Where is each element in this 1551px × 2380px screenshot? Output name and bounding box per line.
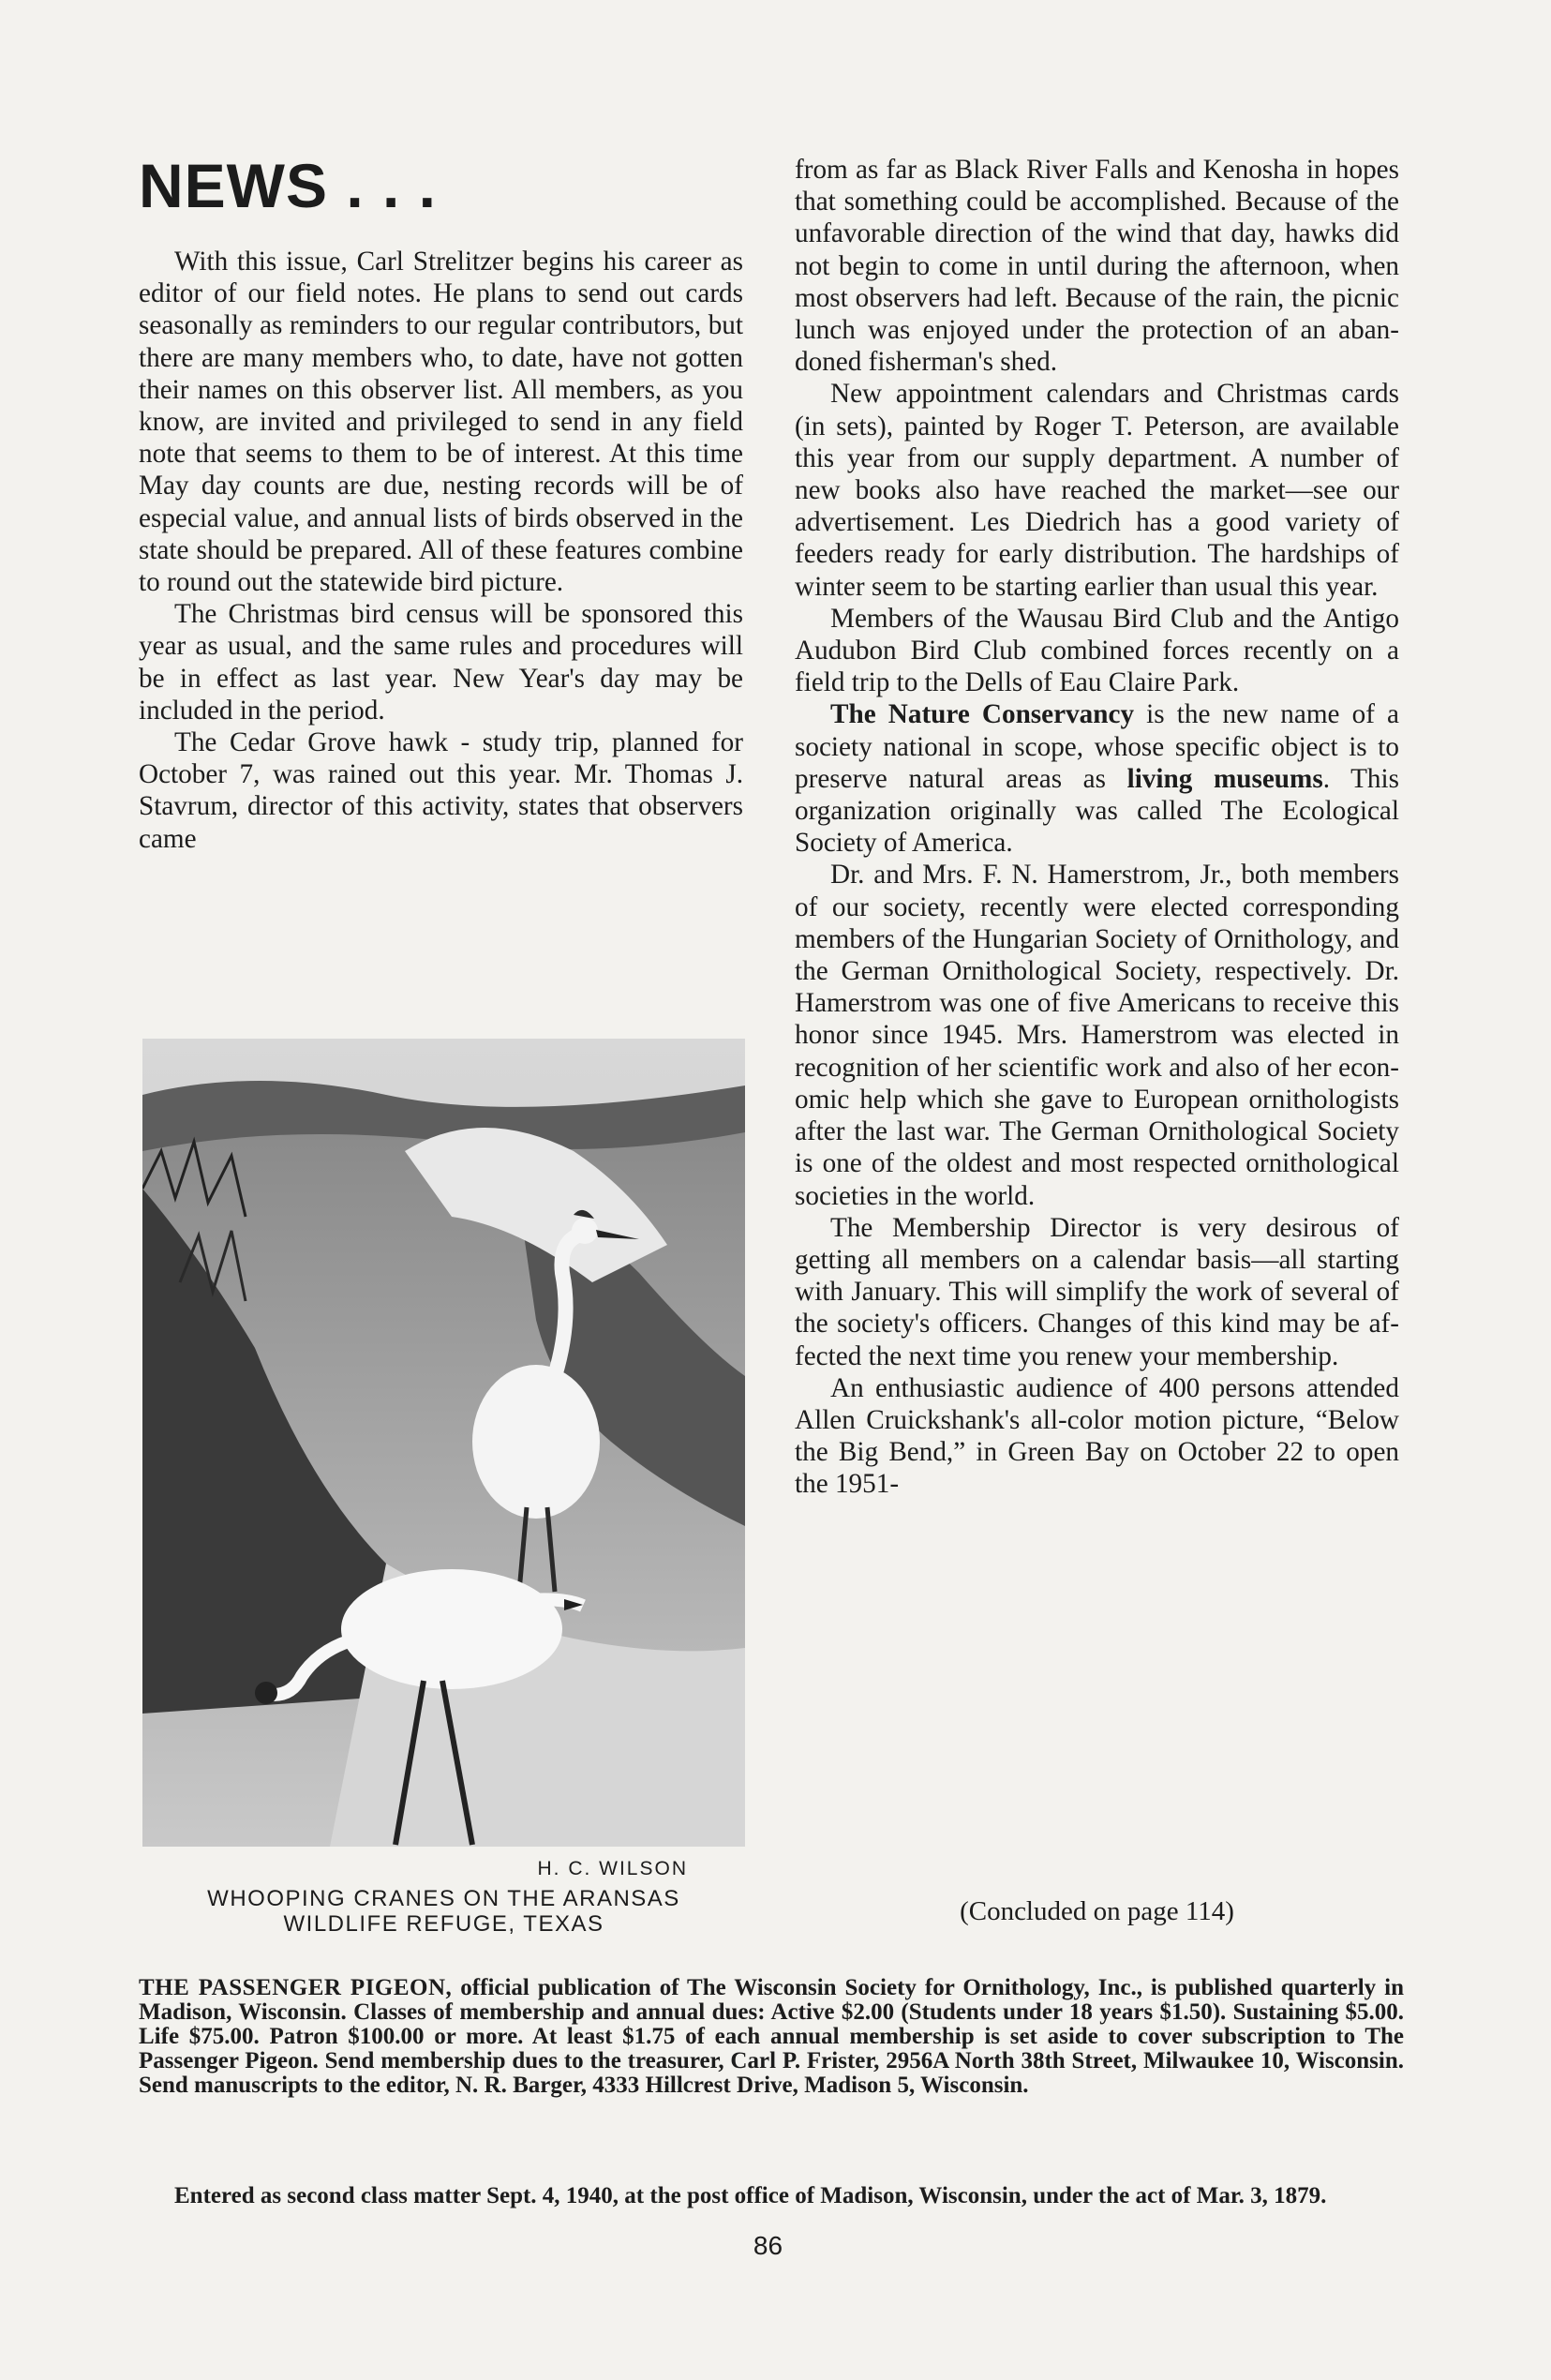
article-paragraph: The Cedar Grove hawk - study trip, planned for October 7, was rained out this year. Mr. Thomas J. Stavrum, director of this activity, states that observers came [139, 727, 743, 854]
article-paragraph: An enthusiastic audience of 400 persons attended Allen Cruickshank's all-color motion picture, “Below the Big Bend,” in Green Bay on October 22 to open the 1951- [795, 1372, 1399, 1500]
article-paragraph: The Christmas bird census will be sponsored this year as usual, and the same rules and procedures will be in effect as last year. New Year's day may be included in the period. [139, 599, 743, 726]
postal-text: Entered as second class matter Sept. 4, 1940, at the post office of Madison, Wisconsin, under the act of Mar. 3, 1879. [174, 2183, 1327, 2208]
page-heading: NEWS . . . [139, 151, 438, 220]
paragraph-text: . This organization originally was called The Ecological Society of America. [795, 763, 1399, 859]
page-number: 86 [753, 2231, 783, 2260]
article-paragraph: from as far as Black River Falls and Kenosha in hopes that something could be accomplished. Because of the unfavorable direction of the wind that day, hawks did not begin to come in until during the afternoon, when most observers had left. Because of the rain, the picnic lunch was enjoyed under the protection of an abandoned fisherman's shed. [795, 155, 1399, 378]
left-column [139, 246, 743, 855]
emphasis-text: living museums [1126, 763, 1323, 794]
article-paragraph: New appointment calendars and Christmas cards (in sets), painted by Roger T. Peterson, are available this year from our supply department. A number of new books also have reached the market—see our advertisement. Les Diedrich has a good variety of feeders ready for early distribution. The hardships of winter seem to be starting earlier than usual this year. [795, 379, 1399, 602]
publication-name: THE PASSENGER PIGEON, [139, 1975, 453, 2000]
photo-credit: H. C. WILSON [537, 1858, 688, 1879]
caption-line: WHOOPING CRANES ON THE ARANSAS [207, 1886, 680, 1911]
right-column [795, 154, 1399, 1501]
org-name: The Nature Conservancy [830, 699, 1135, 730]
caption-line: WILDLIFE REFUGE, TEXAS [283, 1911, 604, 1937]
masthead-notice [139, 1976, 1404, 2098]
article-paragraph [795, 698, 1399, 859]
article-paragraph: Dr. and Mrs. F. N. Hamerstrom, Jr., both members of our society, recently were elected corresponding members of the Hungarian Society of Ornithology, and the German Ornithological Society, respectively. Dr. Hamerstrom was one of five Americans to receive this honor since 1945. Mrs. Hamerstrom was elected in recognition of her scientific work and also of her economic help which she gave to European ornithologists after the last war. The German Ornithological Society is one of the oldest and most respected ornithological societies in the world. [795, 860, 1399, 1211]
postal-notice [139, 2184, 1404, 2208]
continuation-note: (Concluded on page 114) [960, 1896, 1234, 1926]
article-paragraph: Members of the Wausau Bird Club and the Antigo Audubon Bird Club combined forces recently on a field trip to the Dells of Eau Claire Park. [795, 603, 1399, 698]
article-paragraph: The Membership Director is very desirous of getting all members on a calendar basis—all starting with January. This will simplify the work of several of the society's officers. Changes of this kind may be affected the next time you renew your membership. [795, 1212, 1399, 1371]
masthead-text: official publication of The Wisconsin Society for Ornithology, Inc., is published quarterly in Madison, Wisconsin. Classes of membership and annual dues: Active $2.00 (Students under 18 years $1.50). Sustaining $5.00. Life $75.00. Patron $100.00 or more. At least $1.75 of each annual membership is set aside to cover subscription to The Passenger Pigeon. Send membership dues to the treasurer, Carl P. Frister, 2956A North 38th Street, Milwaukee 10, Wisconsin. Send manuscripts to the editor, N. R. Barger, 4333 Hillcrest Drive, Madison 5, Wisconsin. [139, 1975, 1404, 2098]
whooping-cranes-photo [142, 1039, 745, 1847]
article-paragraph: With this issue, Carl Strelitzer begins his career as editor of our field notes. He plans to send out cards seasonally as reminders to our regular contributors, but there are many members who, to date, have not gotten their names on this observer list. All members, as you know, are invited and privileged to send in any field note that seems to them to be of interest. At this time May day counts are due, nesting records will be of especial value, and annual lists of birds observed in the state should be prepared. All of these features combine to round out the statewide bird picture. [139, 247, 743, 598]
paragraph-text: is the new name of a society national in scope, whose specific object is to preserve natural areas as [795, 699, 1399, 794]
photo-caption [142, 1886, 745, 1937]
